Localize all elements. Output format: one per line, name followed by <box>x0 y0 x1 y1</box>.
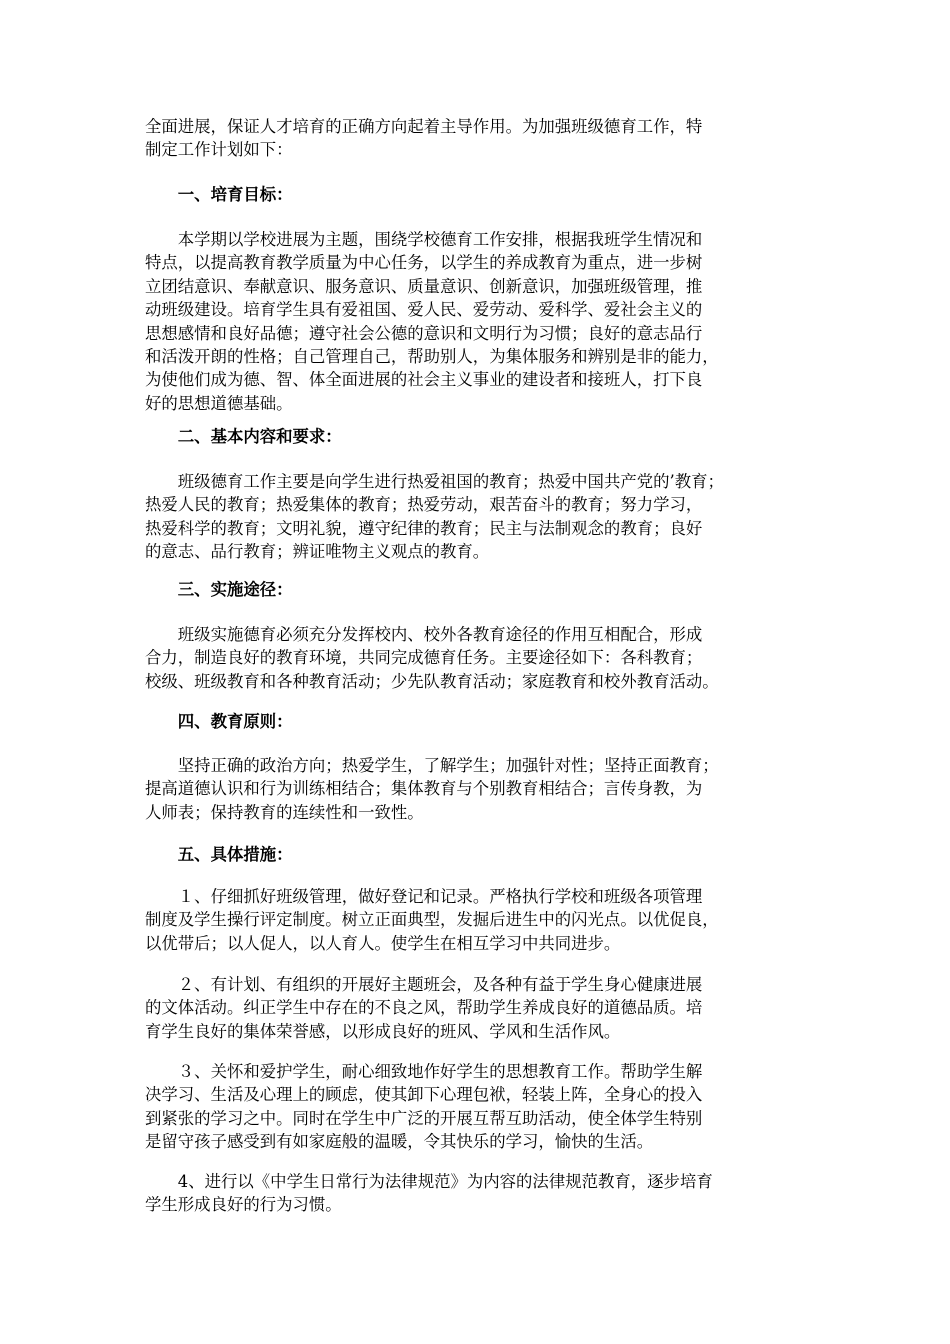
section-heading-2: 二、基本内容和要求： <box>177 427 342 446</box>
text-line: 到紧张的学习之中。同时在学生中广泛的开展互帮互助活动，使全体学生特别 <box>145 1108 703 1128</box>
text-line: 好的思想道德基础。 <box>145 393 293 413</box>
section-4-paragraph <box>145 754 805 824</box>
text-line: 热爱科学的教育；文明礼貌，遵守纪律的教育；民主与法制观念的教育；良好 <box>145 518 703 538</box>
text-line: 动班级建设。培育学生具有爱祖国、爱人民、爱劳动、爱科学、爱社会主义的 <box>145 300 703 320</box>
text-line: 4、进行以《中学生日常行为法律规范》为内容的法律规范教育，逐步培育 <box>177 1172 713 1191</box>
text-line: 思想感情和良好品德；遵守社会公德的意识和文明行为习惯；良好的意志品行 <box>145 323 703 343</box>
section-heading-3: 三、实施途径： <box>177 580 293 599</box>
text-line: １、仔细抓好班级管理，做好登记和记录。严格执行学校和班级各项管理 <box>177 887 703 906</box>
text-line: 立团结意识、奉献意识、服务意识、质量意识、创新意识，加强班级管理，推 <box>145 276 703 296</box>
intro-paragraph <box>145 115 805 162</box>
text-line: 坚持正确的政治方向；热爱学生，了解学生；加强针对性；坚持正面教育； <box>177 756 719 775</box>
section-heading-4: 四、教育原则： <box>177 712 293 731</box>
text-line: 学生形成良好的行为习惯。 <box>145 1195 342 1215</box>
measure-1-paragraph <box>145 885 805 955</box>
text-line: 班级实施德育必须充分发挥校内、校外各教育途径的作用互相配合，形成 <box>177 625 703 644</box>
text-line: ３、关怀和爱护学生，耐心细致地作好学生的思想教育工作。帮助学生解 <box>177 1062 703 1081</box>
text-line: 提高道德认识和行为训练相结合；集体教育与个别教育相结合；言传身教，为 <box>145 779 703 799</box>
section-heading-5: 五、具体措施： <box>177 845 293 864</box>
section-1-paragraph <box>145 228 805 415</box>
text-line: 全面进展，保证人才培育的正确方向起着主导作用。为加强班级德育工作，特 <box>145 117 703 136</box>
text-line: 班级德育工作主要是向学生进行热爱祖国的教育；热爱中国共产党的’教育； <box>177 472 724 491</box>
text-line: 本学期以学校进展为主题，围绕学校德育工作安排，根据我班学生情况和 <box>177 230 703 249</box>
text-line: 的意志、品行教育；辨证唯物主义观点的教育。 <box>145 542 490 562</box>
section-2-paragraph <box>145 470 805 564</box>
text-line: 育学生良好的集体荣誉感，以形成良好的班风、学风和生活作风。 <box>145 1021 621 1041</box>
section-3-paragraph <box>145 623 805 693</box>
text-line: 制定工作计划如下： <box>145 140 293 160</box>
section-heading-1: 一、培育目标： <box>177 185 293 204</box>
text-line: 的文体活动。纠正学生中存在的不良之风，帮助学生养成良好的道德品质。培 <box>145 998 703 1018</box>
text-line: 决学习、生活及心理上的顾虑，使其卸下心理包袱，轻装上阵，全身心的投入 <box>145 1085 703 1105</box>
text-line: 合力，制造良好的教育环境，共同完成德育任务。主要途径如下：各科教育； <box>145 648 703 668</box>
text-line: 是留守孩子感受到有如家庭般的温暖，令其快乐的学习，愉快的生活。 <box>145 1132 654 1152</box>
text-line: 校级、班级教育和各种教育活动；少先队教育活动；家庭教育和校外教育活动。 <box>145 671 719 691</box>
text-line: 为使他们成为德、智、体全面进展的社会主义事业的建设者和接班人，打下良 <box>145 370 703 390</box>
text-line: 特点，以提高教育教学质量为中心任务，以学生的养成教育为重点，进一步树 <box>145 253 703 273</box>
text-line: 制度及学生操行评定制度。树立正面典型，发掘后进生中的闪光点。以优促良， <box>145 910 719 930</box>
text-line: 以优带后；以人促人，以人育人。使学生在相互学习中共同进步。 <box>145 933 621 953</box>
measure-3-paragraph <box>145 1060 805 1154</box>
measure-4-paragraph <box>145 1170 805 1217</box>
text-line: 和活泼开朗的性格；自己管理自己，帮助别人，为集体服务和辨别是非的能力， <box>145 347 719 367</box>
measure-2-paragraph <box>145 973 805 1043</box>
text-line: ２、有计划、有组织的开展好主题班会，及各种有益于学生身心健康进展 <box>177 975 703 994</box>
text-line: 人师表；保持教育的连续性和一致性。 <box>145 802 424 822</box>
text-line: 热爱人民的教育；热爱集体的教育；热爱劳动，艰苦奋斗的教育；努力学习， <box>145 495 703 515</box>
